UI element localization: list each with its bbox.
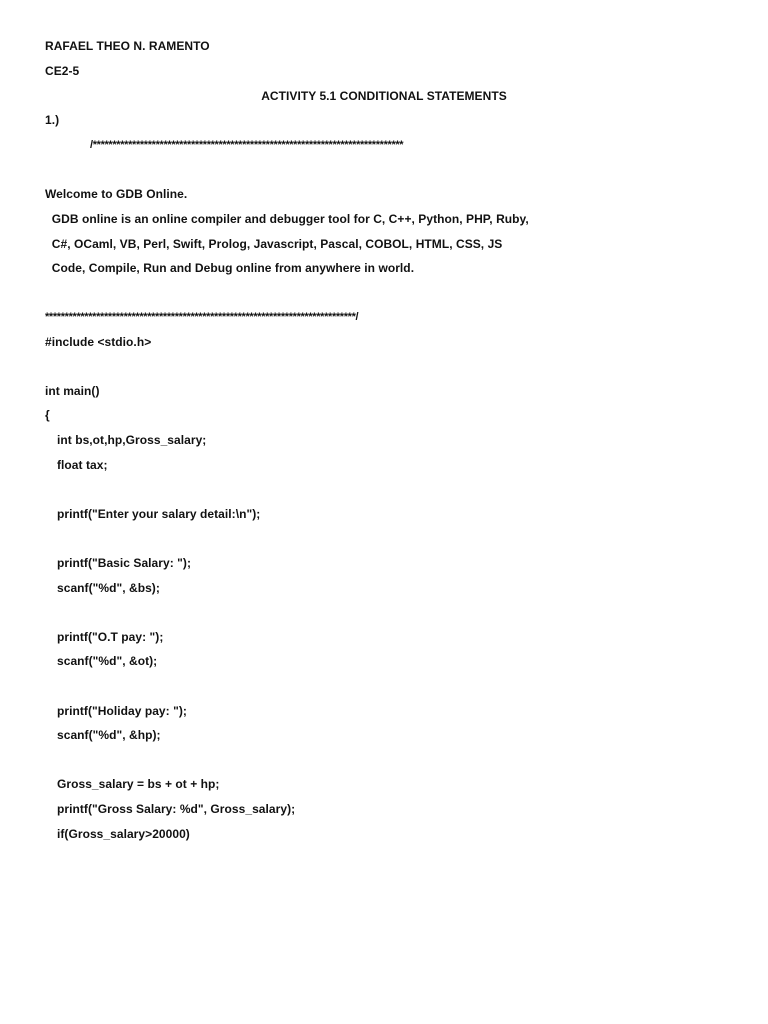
comment-open: /******************************************************************************* — [90, 139, 404, 151]
float-declaration: float tax; — [57, 458, 108, 472]
printf-basic-salary: printf("Basic Salary: "); — [57, 556, 191, 570]
printf-holiday-pay: printf("Holiday pay: "); — [57, 704, 187, 718]
section-code: CE2-5 — [45, 64, 80, 78]
open-brace: { — [45, 408, 50, 422]
scanf-holiday-pay: scanf("%d", &hp); — [57, 728, 161, 742]
gross-salary-assignment: Gross_salary = bs + ot + hp; — [57, 777, 220, 791]
printf-ot-pay: printf("O.T pay: "); — [57, 630, 164, 644]
main-signature: int main() — [45, 384, 100, 398]
comment-description-line-2: C#, OCaml, VB, Perl, Swift, Prolog, Javascript, Pascal, COBOL, HTML, CSS, JS — [45, 237, 503, 251]
comment-description-line-3: Code, Compile, Run and Debug online from anywhere in world. — [45, 261, 415, 275]
comment-description-line-1: GDB online is an online compiler and debugger tool for C, C++, Python, PHP, Ruby, — [45, 212, 529, 226]
activity-title: ACTIVITY 5.1 CONDITIONAL STATEMENTS — [261, 89, 507, 103]
comment-welcome: Welcome to GDB Online. — [45, 187, 188, 201]
int-declaration: int bs,ot,hp,Gross_salary; — [57, 433, 207, 447]
printf-gross-salary: printf("Gross Salary: %d", Gross_salary); — [57, 802, 296, 816]
scanf-basic-salary: scanf("%d", &bs); — [57, 581, 160, 595]
if-condition: if(Gross_salary>20000) — [57, 827, 190, 841]
comment-close: *******************************************************************************/ — [45, 311, 359, 323]
author-name: RAFAEL THEO N. RAMENTO — [45, 39, 210, 53]
include-directive: #include <stdio.h> — [45, 335, 152, 349]
item-number: 1.) — [45, 113, 60, 127]
scanf-ot-pay: scanf("%d", &ot); — [57, 654, 158, 668]
printf-enter-salary: printf("Enter your salary detail:\n"); — [57, 507, 261, 521]
